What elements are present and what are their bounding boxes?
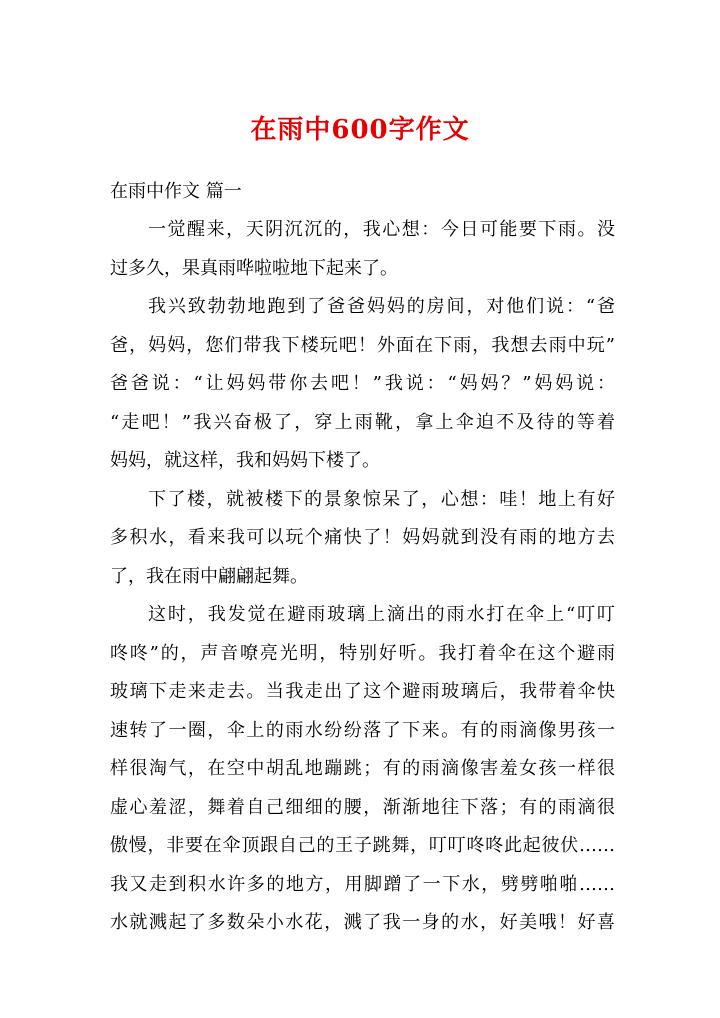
paragraph-3 bbox=[110, 481, 615, 597]
text-line: 一觉醒来，天阴沉沉的，我心想：今日可能要下雨。没 bbox=[148, 219, 615, 240]
text-line: 这时，我发觉在避雨玻璃上滴出的雨水打在伞上“叮叮 bbox=[148, 604, 615, 625]
text-line: 水就溅起了多数朵小水花，溅了我一身的水，好美哦！好喜 bbox=[110, 912, 615, 933]
text-line: 多积水，看来我可以玩个痛快了！妈妈就到没有雨的地方去 bbox=[110, 527, 615, 548]
text-line: 了，我在雨中翩翩起舞。 bbox=[110, 565, 308, 587]
text-line: 玻璃下走来走去。当我走出了这个避雨玻璃后，我带着伞快 bbox=[110, 681, 615, 702]
document-body bbox=[110, 173, 615, 943]
text-line: 爸爸说：“让妈妈带你去吧！”我说：“妈妈？”妈妈说： bbox=[110, 373, 615, 394]
paragraph-2 bbox=[110, 288, 615, 481]
text-line: 样很淘气，在空中胡乱地蹦跳；有的雨滴像害羞女孩一样很 bbox=[110, 758, 615, 779]
text-line: 我兴致勃勃地跑到了爸爸妈妈的房间，对他们说：“爸 bbox=[148, 296, 615, 317]
text-line: 爸，妈妈，您们带我下楼玩吧！外面在下雨，我想去雨中玩” bbox=[110, 334, 615, 356]
text-line: “走吧！”我兴奋极了，穿上雨靴，拿上伞迫不及待的等着 bbox=[110, 411, 615, 433]
text-line: 我又走到积水许多的地方，用脚蹭了一下水，劈劈啪啪…… bbox=[110, 873, 615, 895]
text-line: 下了楼，就被楼下的景象惊呆了，心想：哇！地上有好 bbox=[148, 488, 615, 510]
paragraph-4 bbox=[110, 596, 615, 943]
text-line: 过多久，果真雨哗啦啦地下起来了。 bbox=[110, 257, 398, 279]
text-line: 咚咚”的，声音嘹亮光明，特别好听。我打着伞在这个避雨 bbox=[110, 642, 615, 664]
text-line: 傲慢，非要在伞顶跟自己的王子跳舞，叮叮咚咚此起彼伏…… bbox=[110, 835, 615, 856]
text-line: 妈妈，就这样，我和妈妈下楼了。 bbox=[110, 450, 380, 471]
text-line: 虚心羞涩，舞着自己细细的腰，渐渐地往下落；有的雨滴很 bbox=[110, 796, 615, 818]
paragraph-1 bbox=[110, 211, 615, 288]
document-title: 在雨中600字作文 bbox=[250, 115, 470, 145]
section-heading: 在雨中作文 篇一 bbox=[110, 181, 242, 202]
text-line: 速转了一圈，伞上的雨水纷纷落了下来。有的雨滴像男孩一 bbox=[110, 719, 615, 741]
